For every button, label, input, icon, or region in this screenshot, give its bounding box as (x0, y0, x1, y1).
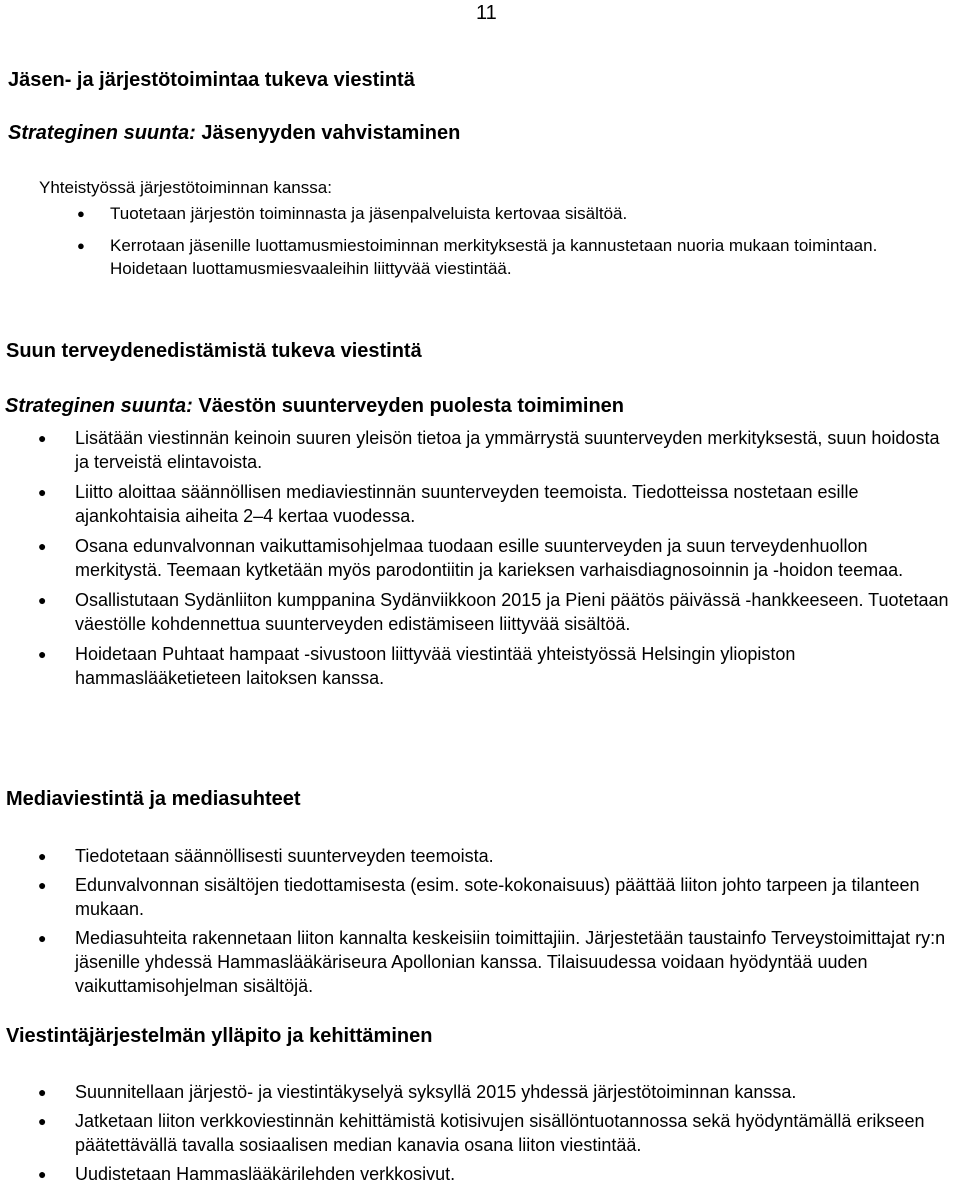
section-3-list (0, 844, 958, 1003)
bullet-icon: ● (38, 592, 47, 608)
list-item-text: Mediasuhteita rakennetaan liiton kannalta keskeisiin toimittajiin. Järjestetään taustainfo Terveystoimittajat ry:n jäsenille yhdessä Hammaslääkäriseura Apollonian kanssa. Tilaisuudessa voidaan hyödyntää uuden vaikuttamisohjelman sisältöjä. (75, 928, 946, 996)
bullet-icon: ● (77, 238, 85, 253)
list-item-text: Edunvalvonnan sisältöjen tiedottamisesta (esim. sote-kokonaisuus) päättää liiton johto tarpeen ja tilanteen mukaan. (75, 875, 920, 919)
list-item (0, 1080, 958, 1104)
section-3-heading: Mediaviestintä ja mediasuhteet (6, 788, 301, 810)
list-item (0, 642, 958, 690)
list-item (0, 426, 958, 474)
list-item (0, 202, 940, 225)
section-4-heading: Viestintäjärjestelmän ylläpito ja kehittäminen (6, 1025, 433, 1047)
list-item (0, 844, 958, 868)
list-item-text: Liitto aloittaa säännöllisen mediaviestinnän suunterveyden teemoista. Tiedotteissa nostetaan esille ajankohtaisia aiheita 2–4 kertaa vuodessa. (75, 482, 859, 526)
section-1-list (0, 202, 940, 289)
list-item-text: Tiedotetaan säännöllisesti suunterveyden teemoista. (75, 846, 494, 866)
list-item-text: Kerrotaan jäsenille luottamusmiestoiminnan merkityksestä ja kannustetaan nuoria mukaan toimintaan. Hoidetaan luottamusmiesvaaleihin liittyvää viestintää. (110, 236, 878, 278)
list-item-text: Jatketaan liiton verkkoviestinnän kehittämistä kotisivujen sisällöntuotannossa sekä hyödyntämällä erikseen päätettävällä tavalla sosiaalisen median kanavia osana liiton viestintää. (75, 1111, 925, 1155)
section-1-strategy (8, 122, 460, 145)
bullet-icon: ● (38, 877, 47, 893)
section-2-list (0, 426, 958, 696)
bullet-icon: ● (38, 430, 47, 446)
list-item-text: Osana edunvalvonnan vaikuttamisohjelmaa tuodaan esille suunterveyden ja suun terveydenhuollon merkitystä. Teemaan kytketään myös parodontiitin ja karieksen varhaisdiagnosoinnin ja -hoidon teemaa. (75, 536, 904, 580)
bullet-icon: ● (38, 1113, 47, 1129)
bullet-icon: ● (38, 538, 47, 554)
list-item-text: Lisätään viestinnän keinoin suuren yleisön tietoa ja ymmärrystä suunterveyden merkityksestä, suun hoidosta ja terveistä elintavoista. (75, 428, 940, 472)
section-2-heading: Suun terveydenedistämistä tukeva viestintä (6, 340, 422, 362)
list-item (0, 926, 958, 998)
list-item (0, 234, 940, 280)
strategy-label: Strateginen suunta: (5, 395, 193, 417)
bullet-icon: ● (77, 206, 85, 221)
list-item (0, 873, 958, 921)
bullet-icon: ● (38, 1084, 47, 1100)
list-item-text: Hoidetaan Puhtaat hampaat -sivustoon liittyvää viestintää yhteistyössä Helsingin yliopiston hammaslääketieteen laitoksen kanssa. (75, 644, 796, 688)
bullet-icon: ● (38, 930, 47, 946)
list-item (0, 588, 958, 636)
strategy-text: Jäsenyyden vahvistaminen (195, 122, 461, 144)
bullet-icon: ● (38, 484, 47, 500)
page-number: 11 (476, 2, 497, 24)
cooperation-intro: Yhteistyössä järjestötoiminnan kanssa: (39, 178, 332, 197)
list-item-text: Suunnitellaan järjestö- ja viestintäkyselyä syksyllä 2015 yhdessä järjestötoiminnan kanssa. (75, 1082, 797, 1102)
section-2-strategy (5, 395, 624, 418)
bullet-icon: ● (38, 1166, 47, 1182)
bullet-icon: ● (38, 646, 47, 662)
section-1-heading: Jäsen- ja järjestötoimintaa tukeva viestintä (8, 69, 415, 91)
list-item-text: Uudistetaan Hammaslääkärilehden verkkosivut. (75, 1164, 456, 1184)
strategy-label: Strateginen suunta: (8, 122, 196, 144)
list-item (0, 534, 958, 582)
list-item (0, 480, 958, 528)
list-item-text: Osallistutaan Sydänliiton kumppanina Sydänviikkoon 2015 ja Pieni päätös päivässä -hankkeeseen. Tuotetaan väestölle kohdennettua suunterveyden edistämiseen liittyvää sisältöä. (75, 590, 949, 634)
list-item-text: Tuotetaan järjestön toiminnasta ja jäsenpalveluista kertovaa sisältöä. (110, 204, 628, 223)
list-item (0, 1162, 958, 1186)
list-item (0, 1109, 958, 1157)
bullet-icon: ● (38, 848, 47, 864)
section-4-list (0, 1080, 958, 1191)
strategy-text: Väestön suunterveyden puolesta toimiminen (192, 395, 624, 417)
